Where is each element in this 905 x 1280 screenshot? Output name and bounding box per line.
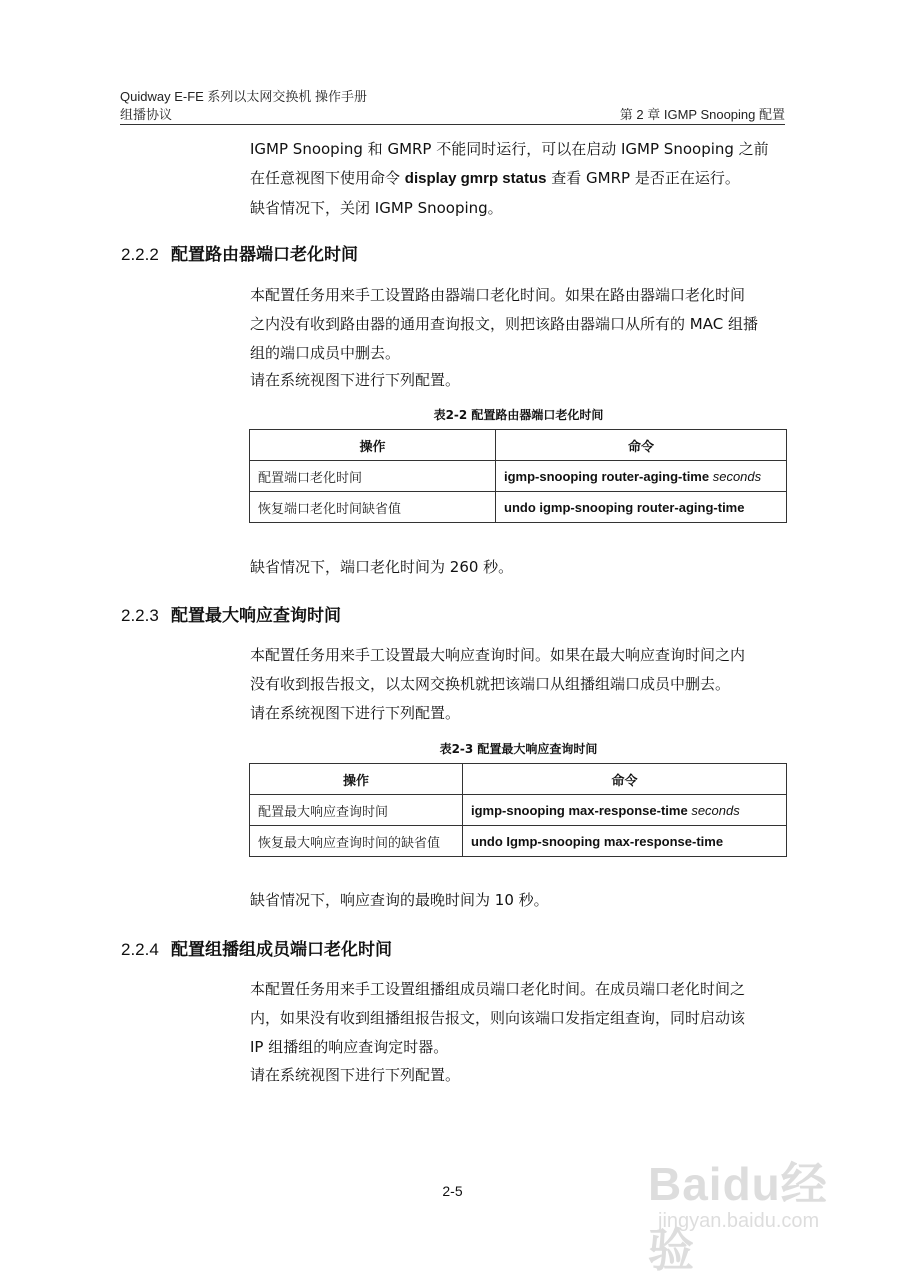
- intro-line-2: [250, 164, 790, 193]
- command-text: igmp-snooping router-aging-time: [504, 468, 710, 484]
- section-heading-2-2-2: [121, 240, 358, 265]
- section-number: 2.2.3: [121, 606, 159, 625]
- para-line: 本配置任务用来手工设置组播组成员端口老化时间。在成员端口老化时间之: [250, 980, 746, 998]
- table-row: [250, 826, 787, 857]
- header-chapter-right: 第 2 章 IGMP Snooping 配置: [619, 107, 785, 122]
- para-line: 之内没有收到路由器的通用查询报文，则把该路由器端口从所有的 MAC 组播: [250, 315, 758, 333]
- section-title: 配置组播组成员端口老化时间: [171, 940, 392, 960]
- intro-paragraph: [250, 135, 790, 193]
- watermark-logo: Baidu经验: [648, 1158, 828, 1276]
- para-line: 内，如果没有收到组播组报告报文，则向该端口发指定组查询，同时启动该: [250, 1009, 746, 1027]
- table-row: [250, 492, 787, 523]
- command-table: [249, 429, 787, 523]
- section-heading-2-2-4: [121, 935, 392, 960]
- table-header-row: [250, 764, 787, 795]
- baidu-watermark: [648, 1148, 858, 1276]
- intro-default: [250, 194, 790, 223]
- section-2-2-2-instruction: [250, 366, 790, 395]
- table-caption: 表2-3 配置最大响应查询时间: [439, 742, 598, 756]
- intro-command: display gmrp status: [404, 170, 547, 187]
- para-line: 本配置任务用来手工设置路由器端口老化时间。如果在路由器端口老化时间: [250, 286, 746, 304]
- para-line: 没有收到报告报文，以太网交换机就把该端口从组播组端口成员中删去。: [250, 675, 731, 693]
- table-cell-command: [496, 461, 787, 492]
- default-line: 缺省情况下，端口老化时间为 260 秒。: [250, 558, 514, 576]
- table-header-cell: 命令: [463, 764, 787, 795]
- header-divider: [120, 124, 785, 125]
- section-2-2-4-paragraph: [250, 975, 790, 1062]
- page-number: 2-5: [442, 1183, 463, 1199]
- instruction-line: 请在系统视图下进行下列配置。: [250, 1066, 461, 1084]
- para-line: IP 组播组的响应查询定时器。: [250, 1038, 449, 1056]
- command-argument: seconds: [712, 468, 762, 484]
- para-line: 本配置任务用来手工设置最大响应查询时间。如果在最大响应查询时间之内: [250, 646, 746, 664]
- table-header-cell: 操作: [250, 430, 496, 461]
- table-cell-operation: 配置端口老化时间: [250, 461, 496, 492]
- table-header-cell: 命令: [496, 430, 787, 461]
- section-2-2-3-paragraph: [250, 641, 790, 699]
- table-caption: 表2-2 配置路由器端口老化时间: [433, 408, 604, 422]
- table-cell-command: [463, 795, 787, 826]
- section-title: 配置最大响应查询时间: [171, 606, 341, 626]
- table-row: [250, 461, 787, 492]
- table-row: [250, 795, 787, 826]
- command-table: [249, 763, 787, 857]
- section-2-2-3-default: [250, 886, 790, 915]
- command-argument: seconds: [691, 802, 740, 818]
- instruction-line: 请在系统视图下进行下列配置。: [250, 704, 461, 722]
- intro-line-2-pre: 在任意视图下使用命令: [250, 169, 405, 187]
- section-2-2-4-instruction: [250, 1061, 790, 1090]
- command-text: undo igmp-snooping router-aging-time: [504, 499, 745, 515]
- section-number: 2.2.2: [121, 245, 159, 264]
- intro-line-2-post: 查看 GMRP 是否正在运行。: [546, 169, 740, 187]
- instruction-line: 请在系统视图下进行下列配置。: [250, 371, 461, 389]
- para-line: 组的端口成员中删去。: [250, 344, 401, 362]
- intro-line-1: IGMP Snooping 和 GMRP 不能同时运行，可以在启动 IGMP Snooping 之前: [250, 140, 769, 158]
- section-title: 配置路由器端口老化时间: [171, 245, 358, 265]
- intro-line-3: 缺省情况下，关闭 IGMP Snooping。: [250, 199, 503, 217]
- section-2-2-3-instruction: [250, 699, 790, 728]
- table-header-row: [250, 430, 787, 461]
- table-cell-command: [463, 826, 787, 857]
- table-cell-operation: 配置最大响应查询时间: [250, 795, 463, 826]
- header-title: Quidway E-FE 系列以太网交换机 操作手册: [120, 89, 368, 104]
- table-cell-operation: 恢复最大响应查询时间的缺省值: [250, 826, 463, 857]
- table-cell-operation: 恢复端口老化时间缺省值: [250, 492, 496, 523]
- command-text: undo Igmp-snooping max-response-time: [471, 833, 724, 849]
- header-chapter-left: 组播协议: [120, 107, 173, 122]
- section-2-2-2-paragraph: [250, 281, 790, 368]
- command-text: igmp-snooping max-response-time: [471, 802, 688, 818]
- section-number: 2.2.4: [121, 940, 159, 959]
- section-2-2-2-default: [250, 553, 790, 582]
- table-header-cell: 操作: [250, 764, 463, 795]
- section-heading-2-2-3: [121, 601, 341, 626]
- watermark-url: jingyan.baidu.com: [658, 1210, 820, 1232]
- table-cell-command: [496, 492, 787, 523]
- default-line: 缺省情况下，响应查询的最晚时间为 10 秒。: [250, 891, 549, 909]
